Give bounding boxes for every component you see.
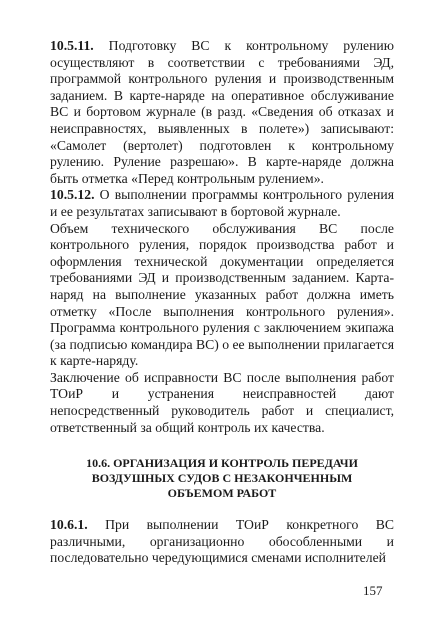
heading-line: ОБЪЕМОМ РАБОТ [167, 486, 277, 501]
section-heading [58, 456, 386, 501]
section-number: 10.6.1. [50, 517, 88, 533]
paragraph-text: О выполнении программы контрольного руления и ее результатах записывают в бортовой журнале. [50, 187, 394, 219]
paragraph-text: Подготовку ВС к контрольному рулению осуществляют в соответствии с требованиями ЭД, программой контрольного руления и производственным заданием. В карте-наряде на оперативное обслуживание ВС и бортовом журнале (в разд. «Сведения об отказах и неисправностях, выявленных в полете») записывают: «Самолет (вертолет) подготовлен к контрольному рулению. Руление разрешаю». В карте-наряде должна быть отметка «Перед контрольным рулением». [50, 38, 394, 186]
paragraph-conclusion [50, 370, 394, 436]
heading-line: ВОЗДУШНЫХ СУДОВ С НЕЗАКОНЧЕННЫМ [91, 471, 353, 486]
paragraph-text: Заключение об исправности ВС после выполнения работ ТОиР и устранения неисправностей дают непосредственный руководитель работ и специалист, ответственный за общий контроль их качества. [50, 369, 394, 435]
heading-line: 10.6. ОРГАНИЗАЦИЯ И КОНТРОЛЬ ПЕРЕДАЧИ [86, 456, 358, 471]
paragraph-10-6-1 [50, 517, 394, 567]
paragraph-text: Объем технического обслуживания ВС после контрольного руления, порядок производства работ и оформления технической документации определяется требованиями ЭД и производственным заданием. Карта-наряд на выполнение указанных работ должна иметь отметку «После выполнения контрольного руления». Программа контрольного руления с заключением экипажа (за подписью командира ВС) о ее выполнении прилагается к карте-наряду. [50, 220, 394, 369]
paragraph-maintenance-scope [50, 221, 394, 370]
document-page [50, 38, 394, 567]
paragraph-text: При выполнении ТОиР конкретного ВС различными, организационно обособленными и последовательно чередующимися сменами исполнителей [50, 517, 394, 566]
page-number: 157 [363, 583, 383, 598]
section-number: 10.5.11. [50, 38, 94, 53]
section-number: 10.5.12. [50, 187, 95, 203]
paragraph-10-5-11 [50, 38, 394, 187]
paragraph-10-5-12 [50, 187, 394, 220]
